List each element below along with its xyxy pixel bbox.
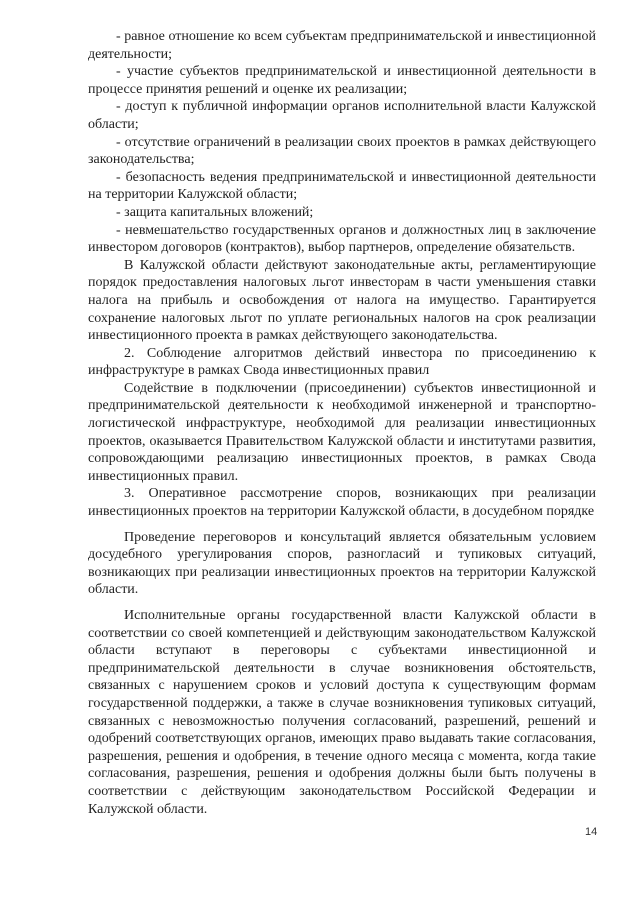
document-body xyxy=(88,28,596,818)
paragraph-infrastructure: Содействие в подключении (присоединении) субъектов инвестиционной и предпринимательской деятельности к необходимой инженерной и транспортно-логистической инфраструктуре, необходимой для реализации инвестиционных проектов, оказывается Правительством Калужской области и институтами развития, сопровождающими реализацию инвестиционных проектов, в рамках Свода инвестиционных правил. xyxy=(88,380,596,484)
section-3-heading: 3. Оперативное рассмотрение споров, возникающих при реализации инвестиционных проектов на территории Калужской области, в досудебном порядке xyxy=(88,486,596,520)
page-number: 14 xyxy=(585,826,598,838)
bullet-non-interference: - невмешательство государственных органов и должностных лиц в заключение инвестором договоров (контрактов), выбор партнеров, определение обязательств. xyxy=(88,222,596,256)
paragraph-tax-benefits: В Калужской области действуют законодательные акты, регламентирующие порядок предоставления налоговых льгот инвесторам в части уменьшения ставки налога на прибыль и освобождения от налога на имущество. Гарантируется сохранение налоговых льгот по уплате региональных налогов на срок реализации инвестиционного проекта в рамках действующего законодательства. xyxy=(88,257,596,344)
paragraph-negotiations: Проведение переговоров и консультаций является обязательным условием досудебного урегулирования споров, разногласий и тупиковых ситуаций, возникающих при реализации инвестиционных проектов на территории Калужской области. xyxy=(88,529,596,598)
bullet-public-information: - доступ к публичной информации органов исполнительной власти Калужской области; xyxy=(88,99,596,132)
bullet-no-restrictions: - отсутствие ограничений в реализации своих проектов в рамках действующего законодательства; xyxy=(88,134,596,168)
paragraph-executive-bodies: Исполнительные органы государственной власти Калужской области в соответствии со своей компетенцией и действующим законодательством Калужской области вступают в переговоры с субъектами инвестиционной и предпринимательской деятельности в случае возникновения обстоятельств, связанных с нарушением сроков и условий доступа к существующим формам государственной поддержки, а также в случае возникновения тупиковых ситуаций, связанных с невозможностью получения согласований, разрешений, решений и одобрений соответствующих органов, имеющих право выдавать такие согласования, разрешения, решения и одобрения, в течение одного месяца с момента, когда такие согласования, разрешения, решения и одобрения должны были быть получены в соответствии с действующим законодательством Российской Федерации и Калужской области. xyxy=(88,608,596,817)
bullet-participation: - участие субъектов предпринимательской и инвестиционной деятельности в процессе принятия решений и оценке их реализации; xyxy=(88,64,596,97)
bullet-capital-protection: - защита капитальных вложений; xyxy=(116,204,314,220)
bullet-security: - безопасность ведения предпринимательской и инвестиционной деятельности на территории Калужской области; xyxy=(88,169,596,203)
bullet-equal-treatment: - равное отношение ко всем субъектам предпринимательской и инвестиционной деятельности; xyxy=(88,29,596,62)
section-2-heading: 2. Соблюдение алгоритмов действий инвестора по присоединению к инфраструктуре в рамках Свода инвестиционных правил xyxy=(88,345,596,379)
